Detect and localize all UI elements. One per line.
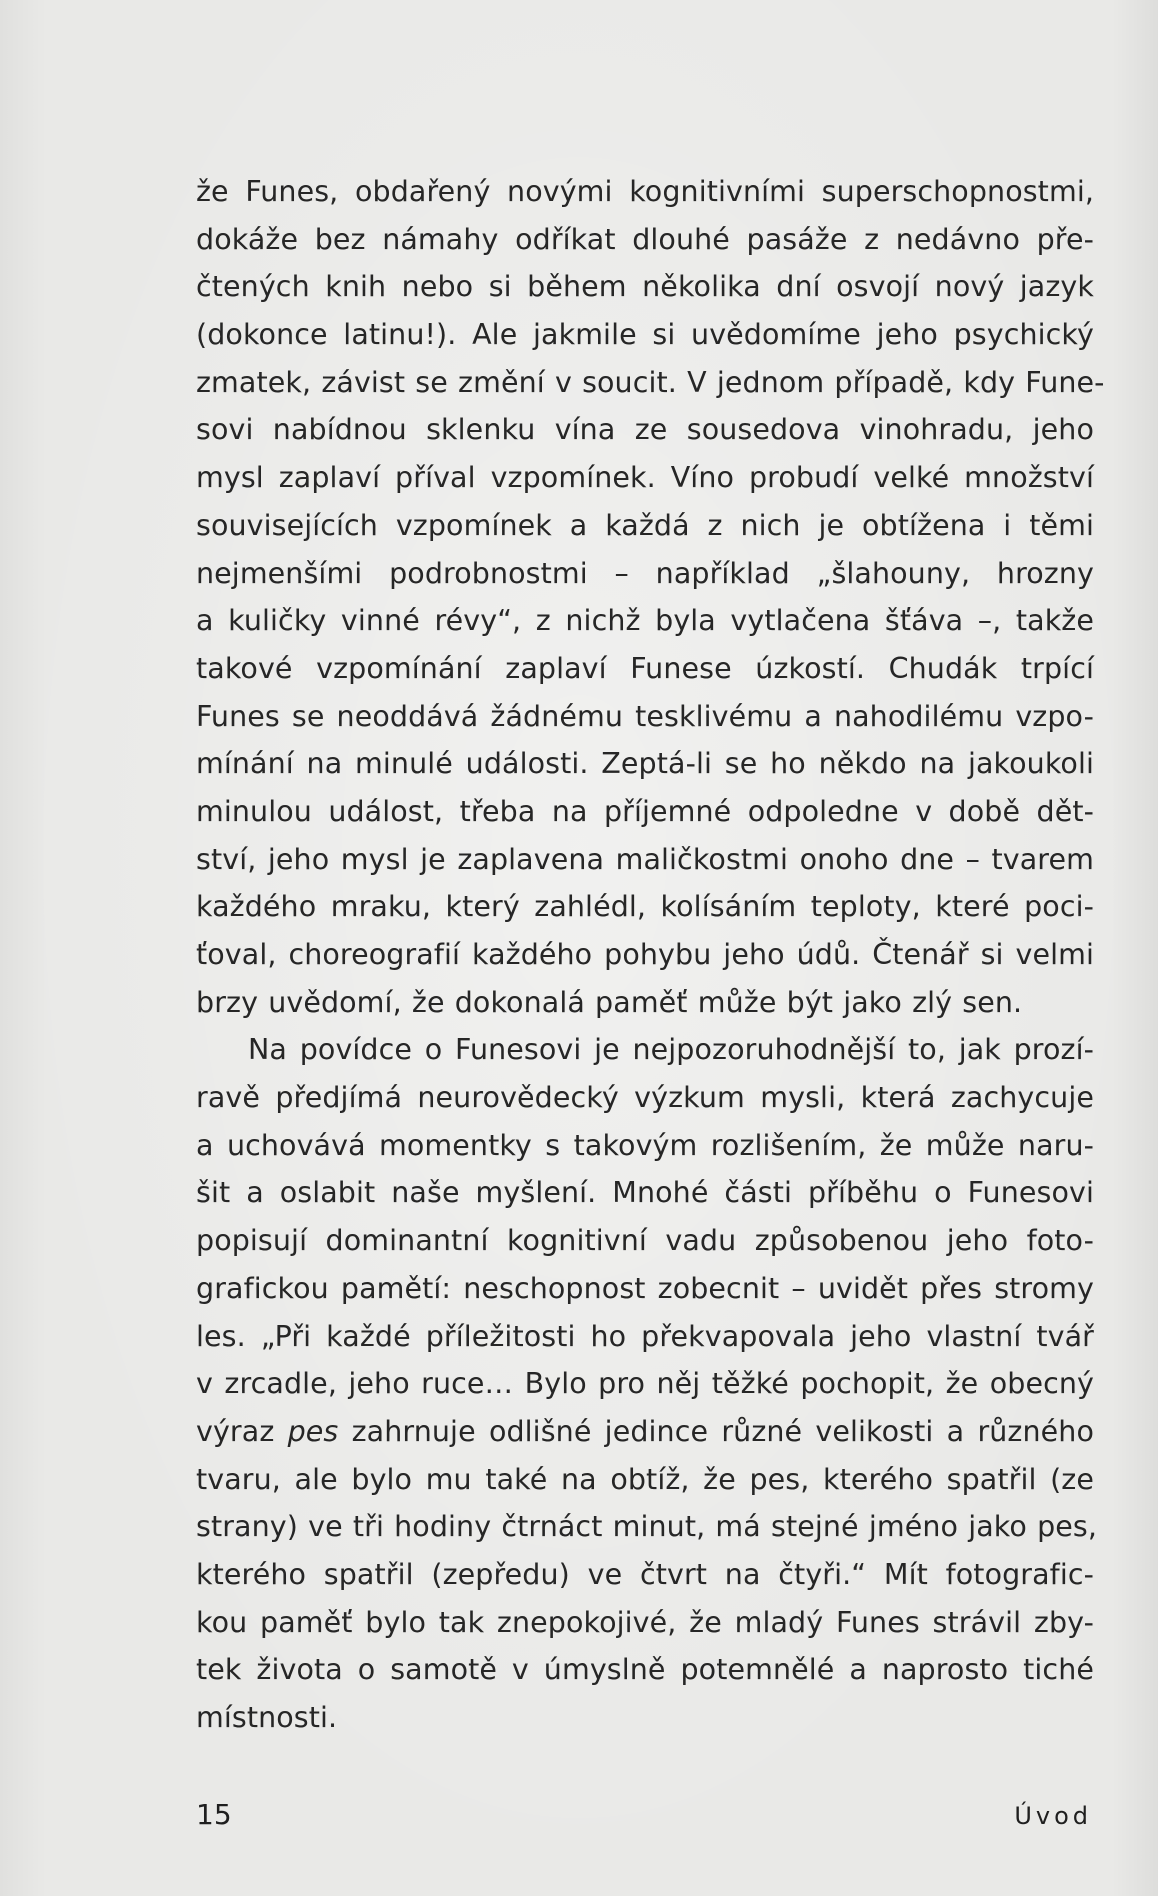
text-line: ravě předjímá neurovědecký výzkum mysli, která zachycuje [196,1081,1094,1115]
text-run: zahrnuje odlišné jedince různé velikosti a různého [338,1414,1094,1448]
italic-word: pes [287,1414,339,1448]
text-line: grafickou pamětí: neschopnost zobecnit – uvidět přes stromy [196,1271,1094,1305]
text-line: že Funes, obdařený novými kognitivními superschopnostmi, [196,175,1094,208]
page-number: 15 [196,1798,232,1831]
text-line: (dokonce latinu!). Ale jakmile si uvědomíme jeho psychický [196,318,1094,352]
text-line: minulou událost, třeba na příjemné odpoledne v době dět- [196,794,1094,828]
text-line: tvaru, ale bylo mu také na obtíž, že pes, kterého spatřil (ze [196,1462,1094,1496]
text-line: les. „Při každé příležitosti ho překvapovala jeho vlastní tvář [196,1319,1094,1353]
text-line: ťoval, choreografií každého pohybu jeho údů. Čtenář si velmi [196,938,1094,971]
text-line: tek života o samotě v úmyslně potemnělé a naprosto tiché [196,1653,1094,1687]
text-line: popisují dominantní kognitivní vadu způsobenou jeho foto- [196,1224,1094,1258]
text-line: mínání na minulé události. Zeptá-li se ho někdo na jakoukoli [196,747,1094,781]
text-line: souvisejících vzpomínek a každá z nich je obtížena i těmi [196,508,1094,542]
text-line: brzy uvědomí, že dokonalá paměť může být jako zlý sen. [196,985,1023,1019]
text-line: kterého spatřil (zepředu) ve čtvrt na čtyři.“ Mít fotografic- [196,1557,1094,1591]
text-line: dokáže bez námahy odříkat dlouhé pasáže z nedávno pře- [196,222,1094,256]
text-run: výraz [196,1414,288,1448]
text-line: strany) ve tři hodiny čtrnáct minut, má stejné jméno jako pes, [196,1510,1098,1544]
body-text [196,168,1105,1742]
text-line: sovi nabídnou sklenku vína ze sousedova vinohradu, jeho [196,413,1094,447]
text-line: a kuličky vinné révy“, z nichž byla vytlačena šťáva –, takže [196,604,1094,638]
text-line: Na povídce o Funesovi je nejpozoruhodnější to, jak prozí- [248,1033,1094,1067]
text-line: zmatek, závist se změní v soucit. V jednom případě, kdy Fune- [196,365,1105,399]
text-line: kou paměť bylo tak znepokojivé, že mladý Funes strávil zby- [196,1605,1094,1639]
text-line: Funes se neoddává žádnému tesklivému a nahodilému vzpo- [196,699,1094,733]
text-line: takové vzpomínání zaplaví Funese úzkostí. Chudák trpící [196,651,1094,685]
text-line: každého mraku, který zahlédl, kolísáním teploty, které poci- [196,890,1094,924]
text-line: čtených knih nebo si během několika dní osvojí nový jazyk [196,270,1094,304]
text-line: a uchovává momentky s takovým rozlišením, že může naru- [196,1128,1094,1162]
text-line-with-italic [196,1408,1094,1456]
text-line: místnosti. [196,1701,338,1734]
text-line: mysl zaplaví příval vzpomínek. Víno probudí velké množství [196,461,1094,495]
text-line: v zrcadle, jeho ruce… Bylo pro něj těžké pochopit, že obecný [196,1367,1094,1401]
text-line: šit a oslabit naše myšlení. Mnohé části příběhu o Funesovi [196,1176,1094,1210]
text-line: nejmenšími podrobnostmi – například „šlahouny, hrozny [196,556,1094,590]
running-footer-section: Úvod [1014,1802,1092,1830]
text-line: ství, jeho mysl je zaplavena maličkostmi onoho dne – tvarem [196,842,1094,876]
